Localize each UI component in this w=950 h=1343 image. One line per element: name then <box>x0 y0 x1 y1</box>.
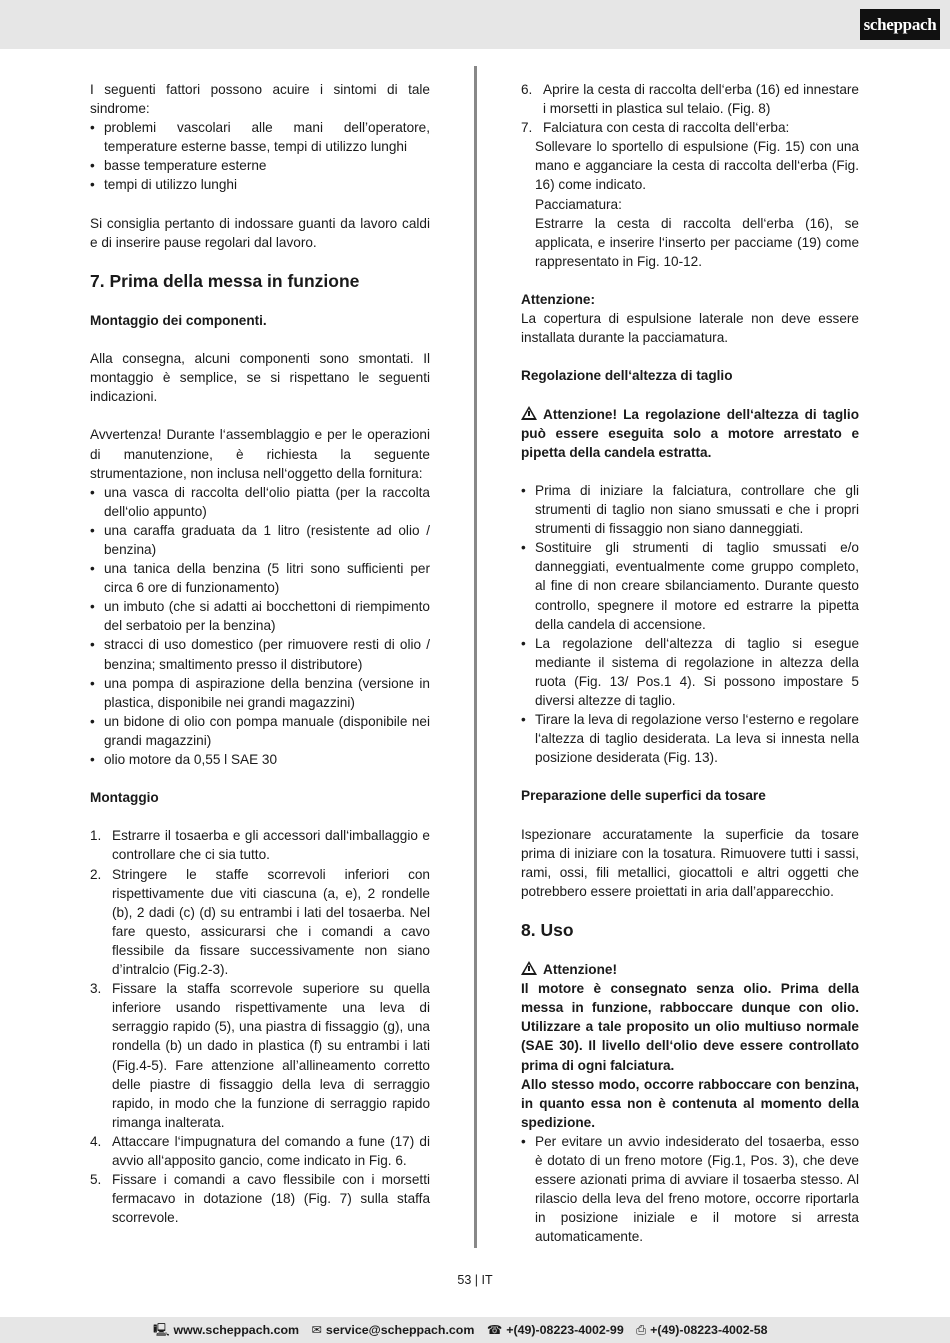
list-item: • Prima di iniziare la falciatura, controllare che gli strumenti di taglio non siano smussati e che i propri strumenti di fissaggio non siano danneggiati. <box>521 481 859 538</box>
right-column <box>521 80 859 1246</box>
intro-text: I seguenti fattori possono acuire i sintomi di tale sindrome: <box>90 82 430 117</box>
use-attention: Attenzione! <box>521 960 859 979</box>
list-item: • una caraffa graduata da 1 litro (resistente ad olio / benzina) <box>90 521 430 559</box>
footer-fax: ⎙ +(49)-08223-4002-58 <box>636 1323 768 1337</box>
list-item: 2. Stringere le staffe scorrevoli inferiori con rispettivamente due viti ciascuna (a, e), 2 rondelle (b), 2 dadi (c) (d) su entrambi i lati del tosaerba. Nel fare questo, assicurarsi che i comandi a cavo flessibile da fissare successivamente non siano d’intralcio (Fig.2-3). <box>90 866 430 978</box>
list-item: • La regolazione dell‘altezza di taglio si esegue mediante il sistema di regolazione in altezza della ruota (Fig. 13/ Pos.1 4). Si possono impostare 5 diversi altezze di taglio. <box>521 634 859 710</box>
use-list <box>521 1132 859 1247</box>
assembly-heading: Montaggio dei componenti. <box>90 312 267 328</box>
list-item: • Per evitare un avvio indesiderato del tosaerba, esso è dotato di un freno motore (Fig.1, Pos. 3), che deve essere azionati prima di avviare il tosaerba stesso. Al rilascio della leva del freno motore, occorre riportarla in posizione iniziale e il motore si arresta automaticamente. <box>521 1132 859 1247</box>
list-item: 7. Falciatura con cesta di raccolta dell‘erba: <box>521 120 790 136</box>
list-item: • un imbuto (che si adatti ai bocchettoni di riempimento del serbatoio per la benzina) <box>90 597 430 635</box>
list-item: • olio motore da 0,55 l SAE 30 <box>90 750 430 769</box>
footer-phone: ☎ +(49)-08223-4002-99 <box>486 1323 624 1337</box>
assembly-steps <box>90 826 430 1227</box>
mulch-text: Estrarre la cesta di raccolta dell‘erba (16), se applicata, e inserire l‘inserto per pacciame (19) come rappresentato in Fig. 10-12. <box>535 215 859 269</box>
warning-icon <box>521 406 537 420</box>
cutting-height-warning: Attenzione! La regolazione dell‘altezza di taglio può essere eseguita solo a motore arrestato e pipetta della candela estratta. <box>521 406 859 460</box>
list-item: 1. Estrarre il tosaerba e gli accessori dall‘imballaggio e controllare che ci sia tutto. <box>90 828 430 863</box>
list-item: • Tirare la leva di regolazione verso l‘esterno e regolare l‘altezza di taglio desiderata. La leva si innesta nella posizione desiderata (Fig. 13). <box>521 710 859 767</box>
tools-intro: Avvertenza! Durante l‘assemblaggio e per le operazioni di manutenzione, è richiesta la seguente strumentazione, non inclusa nell‘oggetto della fornitura: <box>90 427 430 481</box>
fax-icon: ⎙ <box>636 1323 647 1337</box>
warning-icon <box>521 961 537 975</box>
intro-bullet-list <box>90 118 430 194</box>
phone-icon: ☎ <box>486 1323 503 1337</box>
attention-label: Attenzione: <box>521 292 596 308</box>
brand-logo: scheppach <box>860 9 940 40</box>
list-item: • una pompa di aspirazione della benzina (versione in plastica, disponibile nei grandi magazzini) <box>90 674 430 712</box>
list-item: 4. Attaccare l‘impugnatura del comando a fune (17) di avvio all‘apposito gancio, come indicato in Fig. 6. <box>90 1133 430 1168</box>
list-item: • basse temperature esterne <box>90 156 430 175</box>
header-bar <box>0 0 950 49</box>
cutting-height-heading: Regolazione dell‘altezza di taglio <box>521 368 733 384</box>
use-warning-fuel: Allo stesso modo, occorre rabboccare con benzina, in quanto essa non è contenuta al momento della spedizione. <box>521 1076 859 1130</box>
left-column <box>90 80 430 1227</box>
footer-web[interactable]: 🖳 www.scheppach.com <box>153 1323 300 1337</box>
tools-list <box>90 483 430 769</box>
list-item: • un bidone di olio con pompa manuale (disponibile nei grandi magazzini) <box>90 712 430 750</box>
computer-icon: 🖳 <box>153 1323 170 1337</box>
list-item: 6. Aprire la cesta di raccolta dell‘erba (16) ed innestare i morsetti in plastica sul telaio. (Fig. 8) <box>521 82 859 117</box>
list-item: • una vasca di raccolta dell‘olio piatta (per la raccolta dell‘olio appunto) <box>90 483 430 521</box>
list-item: • Sostituire gli strumenti di taglio smussati e/o danneggiati, eventualmente come gruppo completo, al fine di non creare sbilanciamento. Durante questo controllo, spegnere il motore ed estrarre la pipetta della candela di accensione. <box>521 538 859 633</box>
mulch-label: Pacciamatura: <box>535 196 622 212</box>
list-item: • problemi vascolari alle mani dell’operatore, temperature esterne basse, tempi di utilizzo lunghi <box>90 118 430 156</box>
footer-email[interactable]: ✉ service@scheppach.com <box>311 1323 475 1337</box>
list-item: 3. Fissare la staffa scorrevole superiore su quella inferiore usando rispettivamente una leva di serraggio rapido (5), una piastra di fissaggio (g), una rondella (b) un dado in plastica (f) su entrambi i lati (Fig.4-5). Fare attenzione all’allineamento corretto delle piastre di fissaggio della leva di serraggio rapido, in modo che la funzione di serraggio rapido rimanga inalterata. <box>90 981 430 1130</box>
attention-text: La copertura di espulsione laterale non deve essere installata durante la pacciamatura. <box>521 311 859 346</box>
column-divider <box>474 66 477 1248</box>
page-number: 53 | IT <box>457 1273 493 1287</box>
step7-text: Sollevare lo sportello di espulsione (Fig. 15) con una mano e agganciare la cesta di raccolta dell‘erba (Fig. 16) come indicato. <box>535 139 859 193</box>
cutting-height-list <box>521 481 859 767</box>
section-7-title: 7. Prima della messa in funzione <box>90 270 360 291</box>
list-item: • stracci di uso domestico (per rimuovere resti di olio / benzina; smaltimento presso il distributore) <box>90 635 430 673</box>
footer-contacts <box>153 1318 777 1342</box>
delivery-text: Alla consegna, alcuni componenti sono smontati. Il montaggio è semplice, se si rispettano le seguenti indicazioni. <box>90 351 430 405</box>
advice-text: Si consiglia pertanto di indossare guanti da lavoro caldi e di inserire pause regolari dal lavoro. <box>90 215 430 250</box>
surface-heading: Preparazione delle superfici da tosare <box>521 788 766 804</box>
surface-text: Ispezionare accuratamente la superficie da tosare prima di iniziare con la tosatura. Rimuovere tutti i sassi, rami, ossi, fili metallici, giocattoli e altri oggetti che potrebbero essere proiettati in aria dall’apparecchio. <box>521 826 859 899</box>
list-item: • tempi di utilizzo lunghi <box>90 175 430 194</box>
list-item: • una tanica della benzina (5 litri sono sufficienti per circa 6 ore di funzionamento) <box>90 559 430 597</box>
section-8-title: 8. Uso <box>521 920 574 941</box>
mail-icon: ✉ <box>311 1323 322 1337</box>
assembly-steps-continued <box>521 80 859 137</box>
list-item: 5. Fissare i comandi a cavo flessibile con i morsetti fermacavo in dotazione (18) (Fig. 7) sulla staffa scorrevole. <box>90 1172 430 1226</box>
montaggio-heading: Montaggio <box>90 790 159 806</box>
use-warning-oil: Il motore è consegnato senza olio. Prima della messa in funzione, rabboccare dunque con olio. Utilizzare a tale proposito un olio multiuso normale (SAE 30). Il livello dell‘olio deve essere controllato prima di ogni falciatura. <box>521 981 859 1073</box>
